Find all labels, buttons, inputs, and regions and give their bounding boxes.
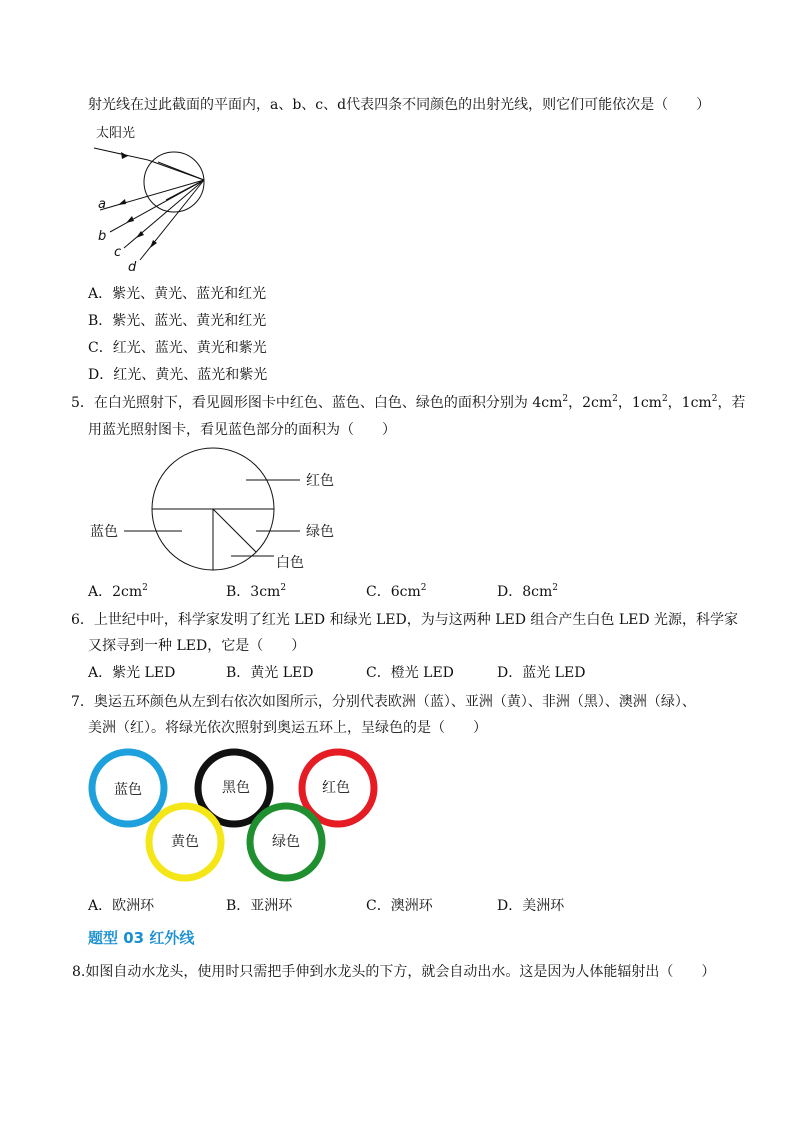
q5-card-figure — [86, 446, 356, 576]
q4-rainbow-figure — [88, 122, 218, 277]
ray-c — [124, 180, 204, 248]
olympic-rings-figure — [88, 746, 384, 888]
section-title: 题型 03 红外线 — [88, 929, 195, 947]
ring-label-green: 绿色 — [272, 834, 300, 850]
q5-stem-line1: 5．在白光照射下，看见圆形图卡中红色、蓝色、白色、绿色的面积分别为 $4cm^2$，$2cm^2$，$1cm^2$，$1cm^2$，若 — [71, 394, 746, 411]
ray-a — [100, 180, 204, 210]
q4-option-c: C．红光、蓝光、黄光和紫光 — [88, 340, 267, 356]
q6-option-d: D．蓝光 LED — [497, 665, 586, 681]
q7-option-c: C．澳洲环 — [366, 898, 433, 914]
incident-arrow-icon — [121, 152, 128, 159]
q5-stem-line2: 用蓝光照射图卡，看见蓝色部分的面积为（ ） — [88, 422, 396, 438]
ring-label-yellow: 黄色 — [171, 834, 199, 850]
ray-label-c: c — [114, 245, 122, 260]
card-diagonal — [213, 509, 256, 552]
q8-stem-line1: 8.如图自动水龙头，使用时只需把手伸到水龙头的下方，就会自动出水。这是因为人体能辐射出（ ） — [72, 964, 716, 980]
q4-option-a: A．紫光、黄光、蓝光和红光 — [88, 286, 267, 302]
ray-a-arrow-icon — [118, 199, 126, 205]
q4-option-d: D．红光、黄光、蓝光和紫光 — [88, 367, 268, 383]
blue-label: 蓝色 — [90, 524, 118, 540]
q7-option-b: B．亚洲环 — [226, 898, 293, 914]
ray-b-arrow-icon — [126, 216, 134, 223]
q5-option-d: D．$8cm^2$ — [497, 583, 558, 600]
ring-label-red: 红色 — [322, 780, 350, 796]
q6-option-c: C．橙光 LED — [366, 665, 454, 681]
q6-stem-line1: 6．上世纪中叶，科学家发明了红光 LED 和绿光 LED，为与这两种 LED 组合产生白色 LED 光源，科学家 — [71, 612, 739, 628]
q6-option-a: A．紫光 LED — [88, 665, 176, 681]
ray-d — [140, 180, 204, 260]
q7-stem-line1: 7．奥运五环颜色从左到右依次如图所示，分别代表欧洲（蓝）、亚洲（黄）、非洲（黑）、澳洲（绿）、 — [71, 694, 696, 710]
droplet-circle — [144, 152, 204, 212]
ray-d-arrow-icon — [150, 240, 157, 248]
white-label: 白色 — [276, 555, 304, 571]
ray-label-b: b — [98, 229, 107, 244]
q6-stem-line2: 又探寻到一种 LED，它是（ ） — [88, 638, 306, 654]
ring-label-black: 黑色 — [222, 780, 250, 796]
q5-number: 5． — [71, 395, 94, 411]
q5-option-c: C．$6cm^2$ — [366, 583, 427, 600]
red-label: 红色 — [306, 473, 334, 489]
incident-ray — [94, 148, 148, 160]
q7-stem-line2: 美洲（红）。将绿光依次照射到奥运五环上，呈绿色的是（ ） — [88, 720, 487, 736]
q7-option-a: A．欧洲环 — [88, 898, 155, 914]
q7-option-d: D．美洲环 — [497, 898, 565, 914]
q5-option-b: B．$3cm^2$ — [226, 583, 287, 600]
q4-option-b: B．紫光、蓝光、黄光和红光 — [88, 313, 267, 329]
q5-option-a: A．$2cm^2$ — [88, 583, 148, 600]
q4-stem: 射光线在过此截面的平面内，a、b、c、d代表四条不同颜色的出射光线，则它们可能依次是（ ） — [88, 97, 711, 113]
ray-label-d: d — [128, 260, 137, 275]
sun-label: 太阳光 — [96, 126, 136, 141]
ray-label-a: a — [98, 197, 106, 212]
ring-label-blue: 蓝色 — [114, 782, 142, 798]
green-label: 绿色 — [306, 524, 334, 540]
q6-option-b: B．黄光 LED — [226, 665, 314, 681]
